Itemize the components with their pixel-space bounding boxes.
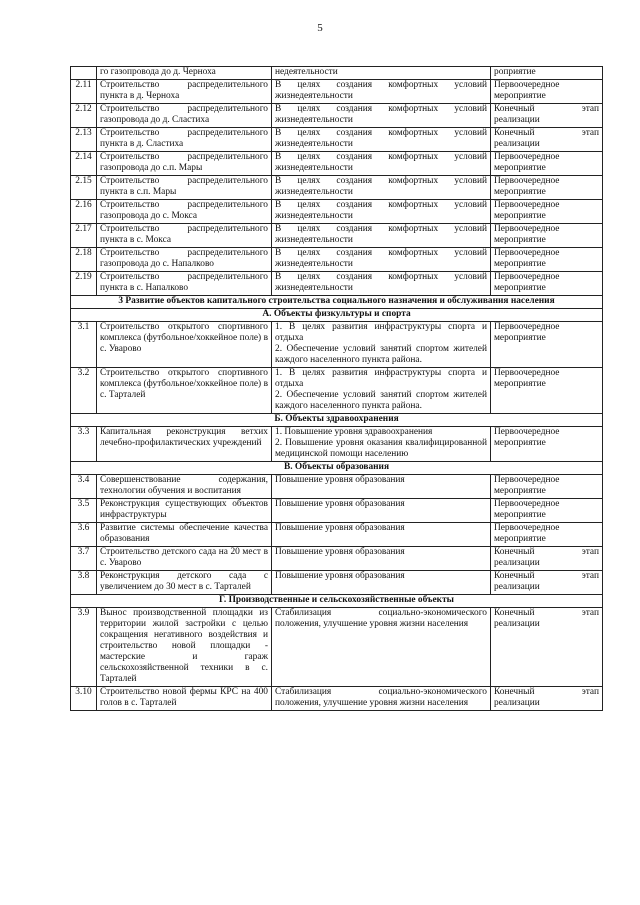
measure-purpose: В целях создания комфортных условий жизнедеятельности <box>272 128 491 152</box>
measure-purpose: недеятельности <box>272 67 491 80</box>
table-row <box>71 104 603 128</box>
measures-table-body <box>71 67 603 711</box>
row-number: 2.11 <box>71 80 97 104</box>
row-number: 2.17 <box>71 224 97 248</box>
measure-name: Строительство распределительного пункта в д. Сластиха <box>97 128 272 152</box>
implementation-stage: Первоочередное мероприятие <box>491 523 603 547</box>
implementation-stage: Первоочередное мероприятие <box>491 176 603 200</box>
section-title: Б. Объекты здравоохранения <box>71 414 603 427</box>
measure-purpose: В целях создания комфортных условий жизнедеятельности <box>272 248 491 272</box>
implementation-stage: Конечный этап реализации <box>491 128 603 152</box>
measure-name: Реконструкция детского сада с увеличением до 30 мест в с. Тарталей <box>97 571 272 595</box>
table-row <box>71 499 603 523</box>
measure-purpose: В целях создания комфортных условий жизнедеятельности <box>272 200 491 224</box>
row-number: 2.15 <box>71 176 97 200</box>
row-number: 3.4 <box>71 475 97 499</box>
row-number: 3.6 <box>71 523 97 547</box>
table-row <box>71 80 603 104</box>
row-number: 3.9 <box>71 608 97 687</box>
page-number: 5 <box>317 22 323 34</box>
section-title: А. Объекты физкультуры и спорта <box>71 309 603 322</box>
row-number <box>71 67 97 80</box>
section-header-row <box>71 296 603 309</box>
row-number: 3.3 <box>71 427 97 462</box>
measure-purpose: В целях создания комфортных условий жизнедеятельности <box>272 224 491 248</box>
implementation-stage: Первоочередное мероприятие <box>491 499 603 523</box>
measures-table <box>70 66 603 711</box>
measure-name: Развитие системы обеспечение качества образования <box>97 523 272 547</box>
implementation-stage: Первоочередное мероприятие <box>491 272 603 296</box>
row-number: 2.14 <box>71 152 97 176</box>
section-header-row <box>71 309 603 322</box>
measure-name: Реконструкция существующих объектов инфраструктуры <box>97 499 272 523</box>
implementation-stage: Первоочередное мероприятие <box>491 80 603 104</box>
table-row <box>71 176 603 200</box>
row-number: 3.10 <box>71 687 97 711</box>
measure-purpose: Повышение уровня образования <box>272 547 491 571</box>
row-number: 3.8 <box>71 571 97 595</box>
measure-name: Вынос производственной площадки из территории жилой застройки с целью сокращения негативного воздействия и строительство новой площадки - мастерские и гараж сельскохозяйственной техники в с. Тарталей <box>97 608 272 687</box>
table-row <box>71 322 603 368</box>
table-row <box>71 523 603 547</box>
implementation-stage: Первоочередное мероприятие <box>491 427 603 462</box>
measure-purpose: В целях создания комфортных условий жизнедеятельности <box>272 176 491 200</box>
implementation-stage: Первоочередное мероприятие <box>491 224 603 248</box>
measure-name: Строительство открытого спортивного комплекса (футбольное/хоккейное поле) в с. Тарталей <box>97 368 272 414</box>
implementation-stage: Первоочередное мероприятие <box>491 322 603 368</box>
measure-name: Строительство распределительного газопровода до д. Сластиха <box>97 104 272 128</box>
measure-name: Строительство распределительного газопровода до с. Мокса <box>97 200 272 224</box>
table-row <box>71 368 603 414</box>
row-number: 3.2 <box>71 368 97 414</box>
implementation-stage: Первоочередное мероприятие <box>491 475 603 499</box>
measure-purpose: Стабилизация социально-экономического положения, улучшение уровня жизни населения <box>272 608 491 687</box>
table-row <box>71 200 603 224</box>
section-title: Г. Производственные и сельскохозяйственные объекты <box>71 595 603 608</box>
row-number: 3.7 <box>71 547 97 571</box>
table-row <box>71 687 603 711</box>
measure-purpose: Повышение уровня образования <box>272 571 491 595</box>
measure-name: Строительство распределительного газопровода до с. Напалково <box>97 248 272 272</box>
measure-name: Строительство новой фермы КРС на 400 голов в с. Тарталей <box>97 687 272 711</box>
row-number: 2.12 <box>71 104 97 128</box>
table-row <box>71 608 603 687</box>
measure-name: Строительство распределительного пункта в с. Напалково <box>97 272 272 296</box>
implementation-stage: Конечный этап реализации <box>491 687 603 711</box>
table-row <box>71 475 603 499</box>
row-number: 2.13 <box>71 128 97 152</box>
measure-name: Строительство распределительного пункта в д. Черноха <box>97 80 272 104</box>
table-row <box>71 67 603 80</box>
measure-purpose: Стабилизация социально-экономического положения, улучшение уровня жизни населения <box>272 687 491 711</box>
measure-name: Строительство распределительного пункта в с. Мокса <box>97 224 272 248</box>
measure-purpose: В целях создания комфортных условий жизнедеятельности <box>272 152 491 176</box>
table-row <box>71 128 603 152</box>
table-row <box>71 547 603 571</box>
measure-name: го газопровода до д. Черноха <box>97 67 272 80</box>
section-header-row <box>71 595 603 608</box>
implementation-stage: Конечный этап реализации <box>491 608 603 687</box>
section-title: В. Объекты образования <box>71 462 603 475</box>
implementation-stage: Первоочередное мероприятие <box>491 200 603 224</box>
measure-name: Совершенствование содержания, технологии обучения и воспитания <box>97 475 272 499</box>
implementation-stage: Конечный этап реализации <box>491 571 603 595</box>
section-title: 3 Развитие объектов капитального строительства социального назначения и обслуживания населения <box>71 296 603 309</box>
measure-purpose: В целях создания комфортных условий жизнедеятельности <box>272 272 491 296</box>
table-row <box>71 224 603 248</box>
measure-purpose: 1. В целях развития инфраструктуры спорта и отдыха 2. Обеспечение условий занятий спортом жителей каждого населенного пункта района. <box>272 322 491 368</box>
measure-purpose: Повышение уровня образования <box>272 499 491 523</box>
implementation-stage: Конечный этап реализации <box>491 547 603 571</box>
implementation-stage: Первоочередное мероприятие <box>491 368 603 414</box>
row-number: 2.16 <box>71 200 97 224</box>
table-row <box>71 152 603 176</box>
measure-name: Строительство распределительного газопровода до с.п. Мары <box>97 152 272 176</box>
table-row <box>71 272 603 296</box>
section-header-row <box>71 414 603 427</box>
implementation-stage: Первоочередное мероприятие <box>491 248 603 272</box>
row-number: 2.19 <box>71 272 97 296</box>
row-number: 2.18 <box>71 248 97 272</box>
measure-purpose: Повышение уровня образования <box>272 475 491 499</box>
measure-purpose: 1. Повышение уровня здравоохранения 2. Повышение уровня оказания квалифицированной медицинской помощи населению <box>272 427 491 462</box>
implementation-stage: Конечный этап реализации <box>491 104 603 128</box>
measure-purpose: 1. В целях развития инфраструктуры спорта и отдыха 2. Обеспечение условий занятий спортом жителей каждого населенного пункта района. <box>272 368 491 414</box>
measure-purpose: В целях создания комфортных условий жизнедеятельности <box>272 80 491 104</box>
measure-name: Строительство распределительного пункта в с.п. Мары <box>97 176 272 200</box>
section-header-row <box>71 462 603 475</box>
measure-name: Строительство детского сада на 20 мест в с. Уварово <box>97 547 272 571</box>
measure-purpose: Повышение уровня образования <box>272 523 491 547</box>
measure-name: Строительство открытого спортивного комплекса (футбольное/хоккейное поле) в с. Уварово <box>97 322 272 368</box>
row-number: 3.1 <box>71 322 97 368</box>
measure-name: Капитальная реконструкция ветхих лечебно-профилактических учреждений <box>97 427 272 462</box>
row-number: 3.5 <box>71 499 97 523</box>
implementation-stage: Первоочередное мероприятие <box>491 152 603 176</box>
table-row <box>71 427 603 462</box>
implementation-stage: роприятие <box>491 67 603 80</box>
table-row <box>71 248 603 272</box>
table-row <box>71 571 603 595</box>
measure-purpose: В целях создания комфортных условий жизнедеятельности <box>272 104 491 128</box>
